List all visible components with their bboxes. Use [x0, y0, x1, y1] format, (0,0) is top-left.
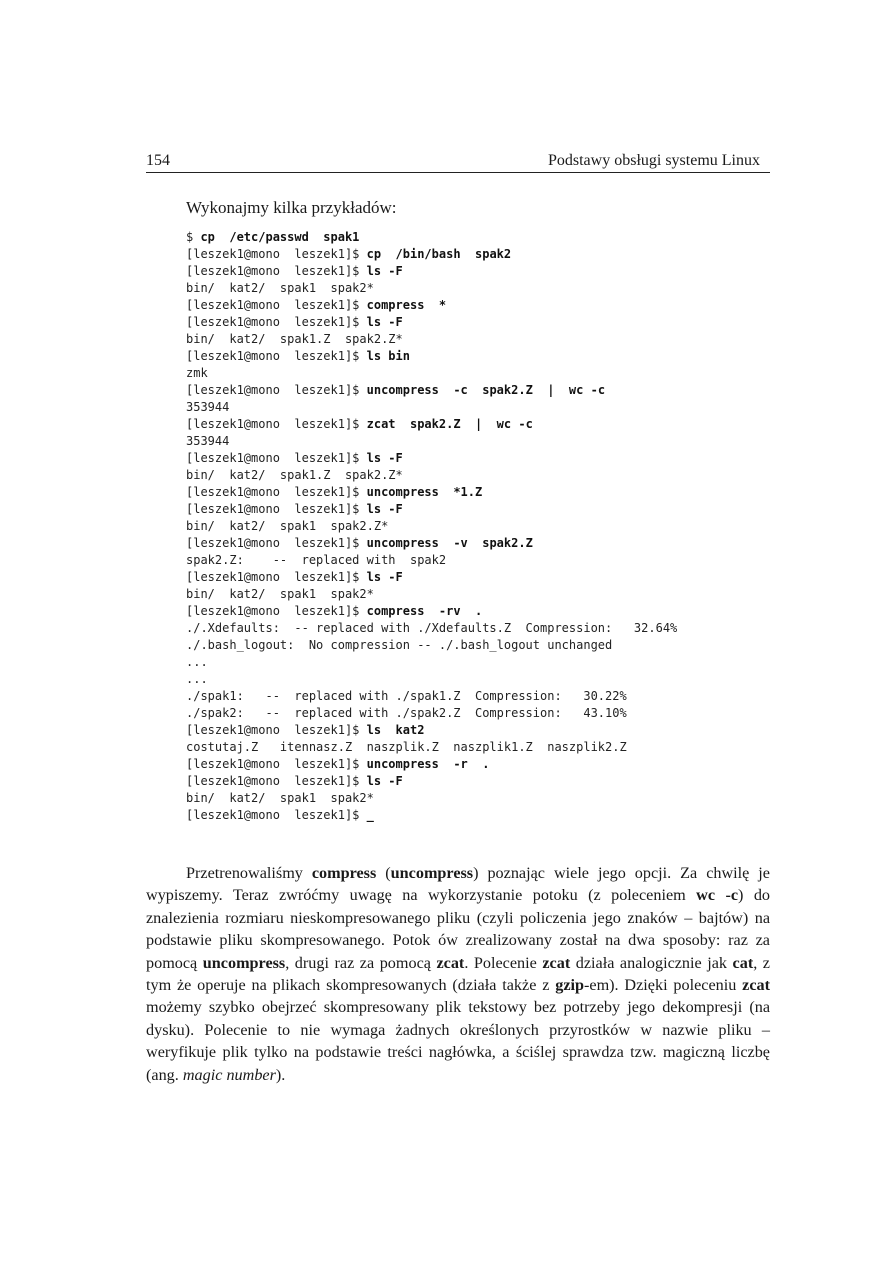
terminal-line: [186, 365, 786, 382]
command-name: cat: [732, 953, 754, 972]
terminal-line: [186, 705, 786, 722]
typed-command: compress *: [366, 298, 447, 312]
typed-command: uncompress -v spak2.Z: [366, 536, 533, 550]
terminal-line: [186, 246, 786, 263]
terminal-line: [186, 433, 786, 450]
italic-term: magic number: [182, 1065, 276, 1084]
typed-command: uncompress -r .: [366, 757, 490, 771]
terminal-line: [186, 756, 786, 773]
explanation-paragraph: [146, 862, 770, 1086]
command-output: ...: [186, 655, 208, 669]
shell-prompt: [leszek1@mono leszek1]$: [186, 808, 367, 822]
command-output: bin/ kat2/ spak1 spak2*: [186, 587, 374, 601]
command-output: bin/ kat2/ spak1 spak2.Z*: [186, 519, 389, 533]
text-run: możemy szybko obejrzeć skompresowany plik tekstowy bez potrzeby jego dekompresji (na dysku). Polecenie to nie wymaga żadnych określonych przyrostków w nazwie pliku – weryfikuje plik tylko na podstawie treści nagłówka, a ściślej sprawdza tzw. magiczną liczbę (ang.: [146, 998, 770, 1084]
terminal-line: [186, 331, 786, 348]
terminal-line: [186, 739, 786, 756]
command-output: 353944: [186, 400, 230, 414]
terminal-session: [186, 229, 786, 824]
terminal-line: [186, 314, 786, 331]
terminal-line: [186, 501, 786, 518]
text-run: ) do znalezienia rozmiaru nieskompresowanego pliku (czyli policzenia jego znaków – bajtów) na podstawie pliku skompresowanego. Potok ów zrealizowany został na dwa sposoby: raz za pomocą: [146, 886, 771, 972]
terminal-line: [186, 722, 786, 739]
shell-prompt: $: [186, 230, 201, 244]
shell-prompt: [leszek1@mono leszek1]$: [186, 417, 367, 431]
terminal-line: [186, 552, 786, 569]
command-output: ./.Xdefaults: -- replaced with ./Xdefaults.Z Compression: 32.64%: [186, 621, 678, 635]
text-run: , z tym że operuje na plikach skompresowanych (działa także z: [146, 953, 770, 995]
shell-prompt: [leszek1@mono leszek1]$: [186, 536, 367, 550]
command-name: wc -c: [696, 886, 739, 905]
terminal-line: [186, 263, 786, 280]
command-output: bin/ kat2/ spak1 spak2*: [186, 281, 374, 295]
terminal-line: [186, 671, 786, 688]
shell-prompt: [leszek1@mono leszek1]$: [186, 264, 367, 278]
typed-command: ls -F: [366, 451, 403, 465]
terminal-line: [186, 348, 786, 365]
command-output: 353944: [186, 434, 230, 448]
shell-prompt: [leszek1@mono leszek1]$: [186, 451, 367, 465]
typed-command: ls -F: [366, 570, 403, 584]
shell-prompt: [leszek1@mono leszek1]$: [186, 383, 367, 397]
typed-command: _: [366, 808, 374, 822]
command-output: costutaj.Z itennasz.Z naszplik.Z naszplik1.Z naszplik2.Z: [186, 740, 627, 754]
terminal-line: [186, 535, 786, 552]
typed-command: ls kat2: [366, 723, 425, 737]
shell-prompt: [leszek1@mono leszek1]$: [186, 247, 367, 261]
shell-prompt: [leszek1@mono leszek1]$: [186, 502, 367, 516]
terminal-line: [186, 280, 786, 297]
command-name: gzip: [555, 976, 584, 995]
command-output: ...: [186, 672, 208, 686]
terminal-line: [186, 416, 786, 433]
command-name: uncompress: [390, 864, 474, 882]
shell-prompt: [leszek1@mono leszek1]$: [186, 757, 367, 771]
shell-prompt: [leszek1@mono leszek1]$: [186, 570, 367, 584]
command-name: zcat: [742, 976, 770, 995]
typed-command: ls -F: [366, 264, 403, 278]
terminal-line: [186, 603, 786, 620]
terminal-line: [186, 586, 786, 603]
text-run: , drugi raz za pomocą: [285, 953, 437, 972]
command-output: zmk: [186, 366, 208, 380]
shell-prompt: [leszek1@mono leszek1]$: [186, 485, 367, 499]
typed-command: ls -F: [366, 774, 403, 788]
typed-command: compress -rv .: [366, 604, 483, 618]
text-run: Przetrenowaliśmy: [186, 864, 312, 882]
typed-command: ls bin: [366, 349, 410, 363]
shell-prompt: [leszek1@mono leszek1]$: [186, 298, 367, 312]
text-run: -em). Dzięki poleceniu: [584, 976, 743, 995]
typed-command: uncompress -c spak2.Z | wc -c: [366, 383, 606, 397]
command-name: compress: [311, 864, 377, 882]
typed-command: ls -F: [366, 315, 403, 329]
text-run: ) poznając wiele jego opcji. Za chwilę je wypiszemy. Teraz zwróćmy uwagę na wykorzystanie potoku (z poleceniem: [146, 864, 770, 905]
terminal-line: [186, 688, 786, 705]
page-header: [146, 150, 770, 173]
terminal-line: [186, 518, 786, 535]
shell-prompt: [leszek1@mono leszek1]$: [186, 604, 367, 618]
shell-prompt: [leszek1@mono leszek1]$: [186, 723, 367, 737]
typed-command: uncompress *1.Z: [366, 485, 483, 499]
shell-prompt: [leszek1@mono leszek1]$: [186, 349, 367, 363]
command-output: ./spak2: -- replaced with ./spak2.Z Compression: 43.10%: [186, 706, 627, 720]
command-output: bin/ kat2/ spak1.Z spak2.Z*: [186, 468, 403, 482]
typed-command: cp /bin/bash spak2: [366, 247, 512, 261]
terminal-line: [186, 297, 786, 314]
terminal-line: [186, 620, 786, 637]
terminal-line: [186, 637, 786, 654]
text-run: . Polecenie: [464, 953, 543, 972]
terminal-line: [186, 484, 786, 501]
shell-prompt: [leszek1@mono leszek1]$: [186, 774, 367, 788]
terminal-line: [186, 790, 786, 807]
typed-command: cp /etc/passwd spak1: [200, 230, 360, 244]
terminal-line: [186, 382, 786, 399]
terminal-line: [186, 773, 786, 790]
command-name: uncompress: [202, 953, 286, 972]
text-run: ).: [275, 1065, 286, 1084]
terminal-line: [186, 467, 786, 484]
running-title: Podstawy obsługi systemu Linux: [547, 152, 760, 169]
command-output: bin/ kat2/ spak1.Z spak2.Z*: [186, 332, 403, 346]
page-number: 154: [146, 152, 170, 169]
typed-command: zcat spak2.Z | wc -c: [366, 417, 533, 431]
terminal-line: [186, 569, 786, 586]
text-run: (: [376, 864, 391, 882]
terminal-line: [186, 229, 786, 246]
terminal-line: [186, 450, 786, 467]
command-name: zcat: [436, 953, 465, 972]
terminal-line: [186, 399, 786, 416]
command-output: bin/ kat2/ spak1 spak2*: [186, 791, 374, 805]
text-run: działa analogicznie jak: [570, 953, 733, 972]
command-name: zcat: [542, 953, 571, 972]
command-output: ./spak1: -- replaced with ./spak1.Z Compression: 30.22%: [186, 689, 627, 703]
terminal-line: [186, 654, 786, 671]
command-output: spak2.Z: -- replaced with spak2: [186, 553, 447, 567]
command-output: ./.bash_logout: No compression -- ./.bash_logout unchanged: [186, 638, 613, 652]
terminal-line: [186, 807, 786, 824]
shell-prompt: [leszek1@mono leszek1]$: [186, 315, 367, 329]
typed-command: ls -F: [366, 502, 403, 516]
intro-sentence: Wykonajmy kilka przykładów:: [186, 198, 397, 217]
